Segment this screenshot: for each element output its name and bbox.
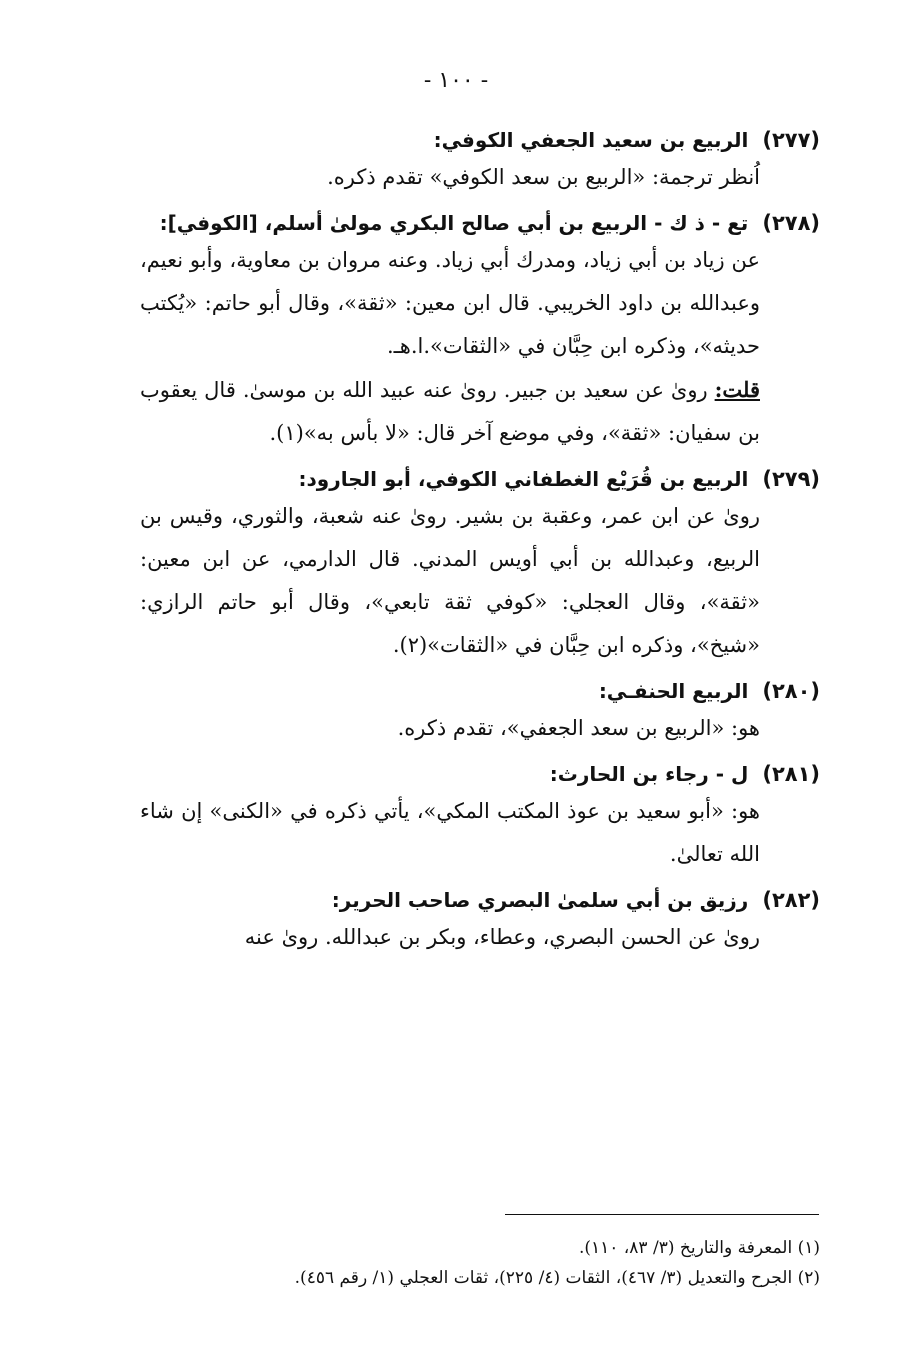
entry-heading [140, 762, 820, 786]
entry-title: ل - رجاء بن الحارث: [549, 762, 749, 786]
entry-277 [140, 128, 820, 199]
entry-heading [140, 679, 820, 703]
entry-body: اُنظر ترجمة: «الربيع بن سعد الكوفي» تقدم ذكره. [327, 165, 760, 189]
entry-number: (٢٨١) [762, 762, 820, 786]
note-label: قلت: [714, 377, 760, 402]
footnote-2: (٢) الجرح والتعديل (٣/ ٤٦٧)، الثقات (٤/ ٢٢٥)، ثقات العجلي (١/ رقم ٤٥٦). [294, 1268, 820, 1288]
entry-heading [140, 211, 820, 235]
entry-281 [140, 762, 820, 876]
entry-number: (٢٨٠) [762, 679, 820, 703]
entry-note [140, 368, 760, 455]
entry-body: روىٰ عن الحسن البصري، وعطاء، وبكر بن عبدالله. روىٰ عنه [244, 925, 760, 949]
entry-number: (٢٨٢) [762, 888, 820, 912]
entry-number: (٢٧٩) [762, 467, 820, 491]
page-number: - ١٠٠ - [423, 68, 489, 93]
entry-282 [140, 888, 820, 959]
entry-title: الربيع بن سعيد الجعفي الكوفي: [433, 128, 749, 152]
entry-body: هو: «الربيع بن سعد الجعفي»، تقدم ذكره. [397, 716, 760, 740]
footnotes [150, 1233, 820, 1293]
footnote-1: (١) المعرفة والتاريخ (٣/ ٨٣، ١١٠). [578, 1238, 820, 1258]
entry-number: (٢٧٧) [762, 128, 820, 152]
entries-list [140, 128, 820, 971]
note-text: روىٰ عن سعيد بن جبير. روىٰ عنه عبيد الله بن موسىٰ. قال يعقوب بن سفيان: «ثقة»، وفي موضع آخر قال: «لا بأس به»(١). [140, 378, 760, 445]
entry-280 [140, 679, 820, 750]
entry-heading [140, 128, 820, 152]
footnote-divider [505, 1214, 819, 1215]
entry-number: (٢٧٨) [762, 211, 820, 235]
entry-title: تع - ذ ك - الربيع بن أبي صالح البكري مولىٰ أسلم، [الكوفي]: [159, 211, 749, 235]
entry-heading [140, 888, 820, 912]
entry-body: عن زياد بن أبي زياد، ومدرك أبي زياد. وعنه مروان بن معاوية، وأبو نعيم، وعبدالله بن داود الخريبي. قال ابن معين: «ثقة»، وقال أبو حاتم: «يُكتب حديثه»، وذكره ابن حِبَّان في «الثقات».ا.هـ. [140, 248, 760, 358]
entry-title: الربيع بن قُرَيْع الغطفاني الكوفي، أبو الجارود: [298, 467, 749, 491]
entry-heading [140, 467, 820, 491]
entry-278 [140, 211, 820, 455]
entry-title: رزيق بن أبي سلمىٰ البصري صاحب الحرير: [331, 888, 749, 912]
entry-title: الربيع الحنفـي: [598, 679, 749, 703]
entry-279 [140, 467, 820, 667]
entry-body: روىٰ عن ابن عمر، وعقبة بن بشير. روىٰ عنه شعبة، والثوري، وقيس بن الربيع، وعبدالله بن أبي أويس المدني. قال الدارمي، عن ابن معين: «ثقة»، وقال العجلي: «كوفي ثقة تابعي»، وقال أبو حاتم الرازي: «شيخ»، وذكره ابن حِبَّان في «الثقات»(٢). [140, 504, 760, 657]
entry-body: هو: «أبو سعيد بن عوذ المكتب المكي»، يأتي ذكره في «الكنى» إن شاء الله تعالىٰ. [140, 799, 760, 866]
